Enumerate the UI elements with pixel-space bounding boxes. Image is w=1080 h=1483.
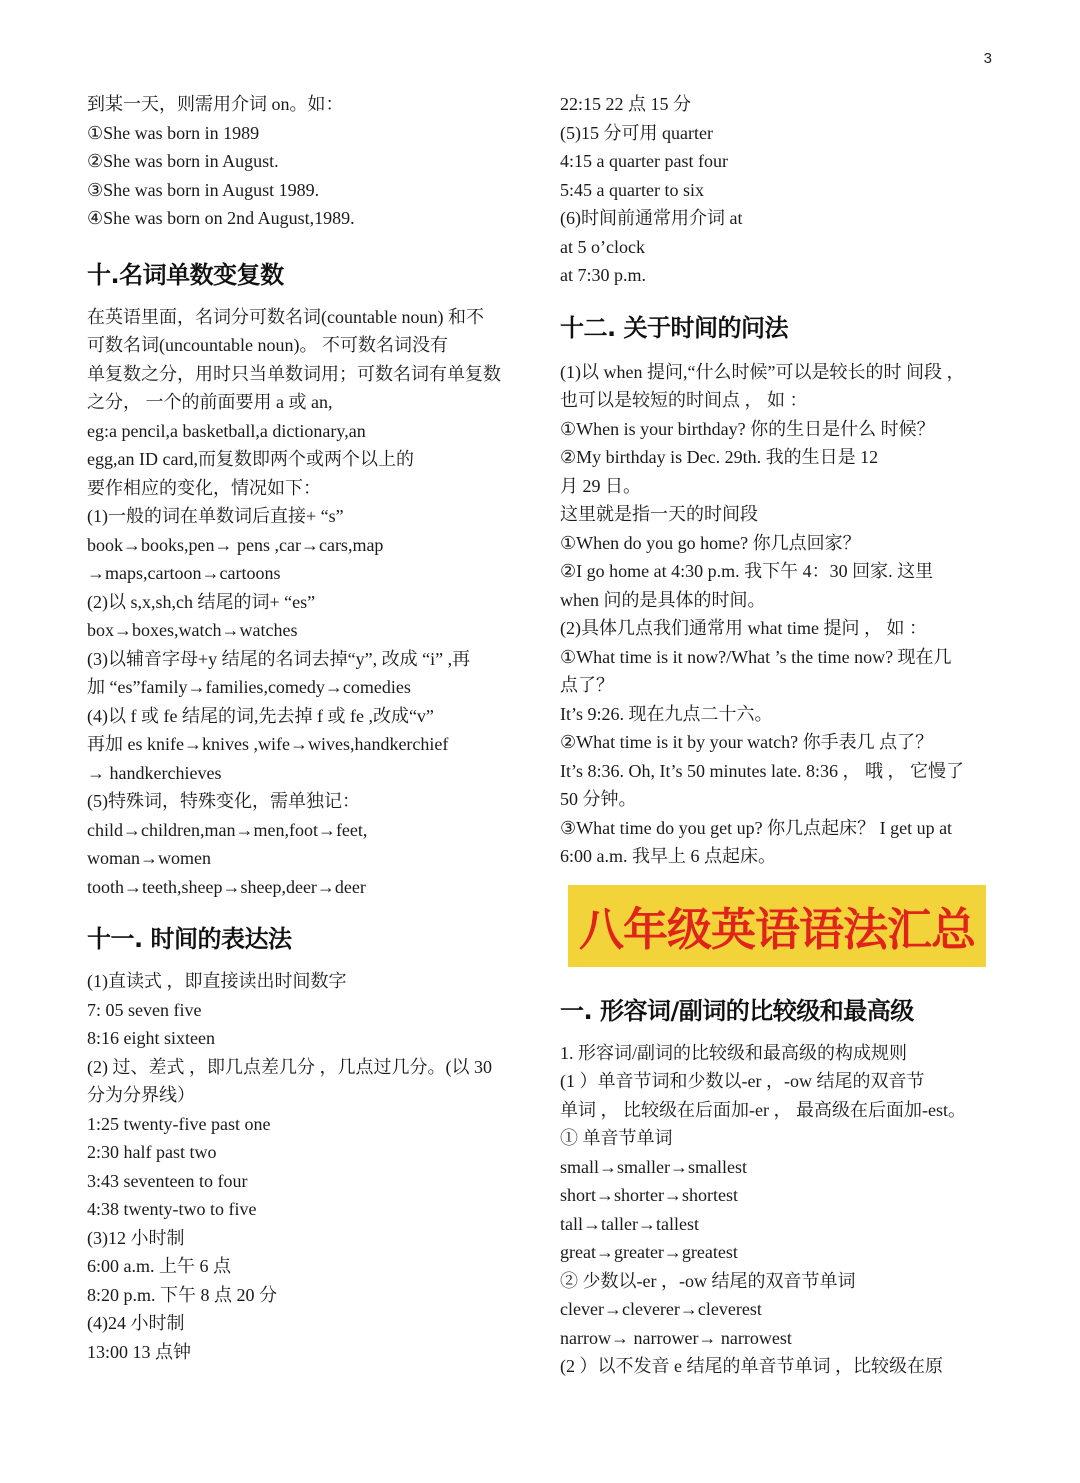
text-line: 再加 es knife→knives ,wife→wives,handkerchief	[87, 734, 449, 754]
text-line: (1 ）单音节词和少数以-er ，-ow 结尾的双音节	[560, 1071, 925, 1091]
text-line: 单复数之分，用时只当单数词用；可数名词有单复数	[87, 363, 501, 384]
section-heading-10: 十.名词单数变复数	[87, 260, 284, 289]
text-line: (2)具体几点我们通常用 what time 提问 ， 如 ：	[560, 618, 927, 638]
text-line: (3)12 小时制	[87, 1227, 185, 1248]
text-line: (5)15 分可用 quarter	[560, 122, 713, 143]
text-line: (5)特殊词，特殊变化，需单独记：	[87, 791, 360, 811]
text-line: (1)一般的词在单数词后直接+ “s”	[87, 506, 344, 526]
section-heading-11: 十一. 时间的表达法	[87, 925, 292, 953]
text-line: 1:25 twenty-five past one	[87, 1113, 271, 1134]
text-line: 也可以是较短的时间点 ， 如 ：	[560, 390, 808, 410]
text-line: child→children,man→men,foot→feet,	[87, 819, 368, 840]
text-line: 8:16 eight sixteen	[87, 1028, 215, 1048]
text-line: ②She was born in August.	[87, 151, 279, 171]
text-line: tooth→teeth,sheep→sheep,deer→deer	[87, 876, 366, 897]
text-line: box→boxes,watch→watches	[87, 620, 298, 640]
text-line: 之分， 一个的前面要用 a 或 an,	[87, 392, 333, 412]
text-line: ③She was born in August 1989.	[87, 179, 320, 200]
text-line: clever→cleverer→cleverest	[560, 1299, 762, 1319]
text-line: (6)时间前通常用介词 at	[560, 208, 743, 228]
left-column	[87, 90, 527, 1366]
section-heading-1: 一. 形容词/副词的比较级和最高级	[560, 996, 914, 1025]
text-line: ①When do you go home? 你几点回家？	[560, 532, 861, 553]
text-line: 到某一天，则需用介词 on。如：	[87, 94, 344, 114]
text-line: short→shorter→shortest	[560, 1185, 738, 1205]
text-line: 月 29 日。	[560, 475, 641, 496]
text-line: 50 分钟。	[560, 789, 637, 809]
text-line: ②My birthday is Dec. 29th. 我的生日是 12	[560, 447, 879, 467]
text-line: woman→women	[87, 848, 211, 868]
page-number: 3	[983, 50, 992, 67]
text-line: It’s 8:36. Oh, It’s 50 minutes late. 8:36 ， 哦 ， 它慢了	[560, 760, 964, 781]
text-line: 2:30 half past two	[87, 1142, 217, 1162]
text-line: ①When is your birthday? 你的生日是什么 时候？	[560, 418, 935, 439]
grade8-grammar-banner	[568, 885, 986, 967]
text-line: 1. 形容词/副词的比较级和最高级的构成规则	[560, 1042, 907, 1063]
text-line: 在英语里面，名词分可数名词(countable noun) 和不	[87, 306, 484, 327]
text-line: eg:a pencil,a basketball,a dictionary,an	[87, 420, 366, 441]
text-line: ③What time do you get up? 你几点起床？ I get up at	[560, 817, 953, 838]
text-line: (3)以辅音字母+y 结尾的名词去掉“y”, 改成 “i” ,再	[87, 648, 471, 669]
text-line: narrow→ narrower→ narrowest	[560, 1327, 792, 1348]
banner-title: 八年级英语语法汇总	[578, 903, 975, 956]
text-line: ②What time is it by your watch? 你手表几 点了？	[560, 732, 934, 752]
text-line: 4:15 a quarter past four	[560, 151, 728, 171]
text-line: 8:20 p.m. 下午 8 点 20 分	[87, 1284, 278, 1305]
text-line: 13:00 13 点钟	[87, 1341, 192, 1362]
section-heading-12: 十二. 关于时间的问法	[560, 313, 788, 342]
right-column	[560, 90, 1000, 1381]
text-line: 22:15 22 点 15 分	[560, 94, 692, 114]
text-line: (1)直读式 ，即直接读出时间数字	[87, 971, 347, 991]
text-line: (1)以 when 提问,“什么时候”可以是较长的时 间段 ，	[560, 361, 965, 382]
text-line: (2 ）以不发音 e 结尾的单音节单词 ，比较级在原	[560, 1356, 943, 1376]
text-line: 4:38 twenty-two to five	[87, 1199, 257, 1219]
text-line: (4)24 小时制	[87, 1313, 185, 1333]
text-line: 可数名词(uncountable noun)。 不可数名词没有	[87, 335, 448, 355]
text-line: 单词 ， 比较级在后面加-er ， 最高级在后面加-est。	[560, 1099, 966, 1120]
text-line: ①She was born in 1989	[87, 122, 260, 143]
text-line: (4)以 f 或 fe 结尾的词,先去掉 f 或 fe ,改成“v”	[87, 705, 434, 726]
text-line: 6:00 a.m. 我早上 6 点起床。	[560, 846, 776, 866]
text-line: at 5 o’clock	[560, 236, 645, 257]
text-line: 5:45 a quarter to six	[560, 179, 704, 200]
text-line: tall→taller→tallest	[560, 1213, 699, 1234]
text-line: 6:00 a.m. 上午 6 点	[87, 1256, 231, 1276]
text-line: 加 “es”family→families,comedy→comedies	[87, 677, 411, 697]
text-line: 要作相应的变化，情况如下：	[87, 477, 321, 498]
text-line: at 7:30 p.m.	[560, 265, 646, 285]
text-line: It’s 9:26. 现在九点二十六。	[560, 703, 773, 724]
text-line: 点了？	[560, 675, 614, 695]
text-line: ①What time is it now?/What ’s the time now? 现在几	[560, 646, 952, 667]
text-line: great→greater→greatest	[560, 1242, 738, 1262]
text-line: book→books,pen→ pens ,car→cars,map	[87, 534, 384, 555]
text-line: egg,an ID card,而复数即两个或两个以上的	[87, 449, 414, 469]
text-line: →maps,cartoon→cartoons	[87, 563, 281, 583]
text-line: ② 少数以-er ，-ow 结尾的双音节单词	[560, 1270, 856, 1291]
text-line: when 问的是具体的时间。	[560, 589, 766, 610]
text-line: 分为分界线）	[87, 1085, 195, 1105]
text-line: (2) 过、差式 ，即几点差几分 ，几点过几分。(以 30	[87, 1056, 492, 1077]
text-line: → handkerchieves	[87, 762, 222, 783]
text-line: 7: 05 seven five	[87, 999, 202, 1020]
text-line: ②I go home at 4:30 p.m. 我下午 4：30 回家. 这里	[560, 561, 934, 581]
text-line: ④She was born on 2nd August,1989.	[87, 208, 355, 228]
text-line: 这里就是指一天的时间段	[560, 504, 758, 524]
text-line: (2)以 s,x,sh,ch 结尾的词+ “es”	[87, 591, 316, 612]
text-line: 3:43 seventeen to four	[87, 1170, 248, 1191]
text-line: small→smaller→smallest	[560, 1156, 747, 1177]
text-line: ① 单音节单词	[560, 1128, 673, 1148]
